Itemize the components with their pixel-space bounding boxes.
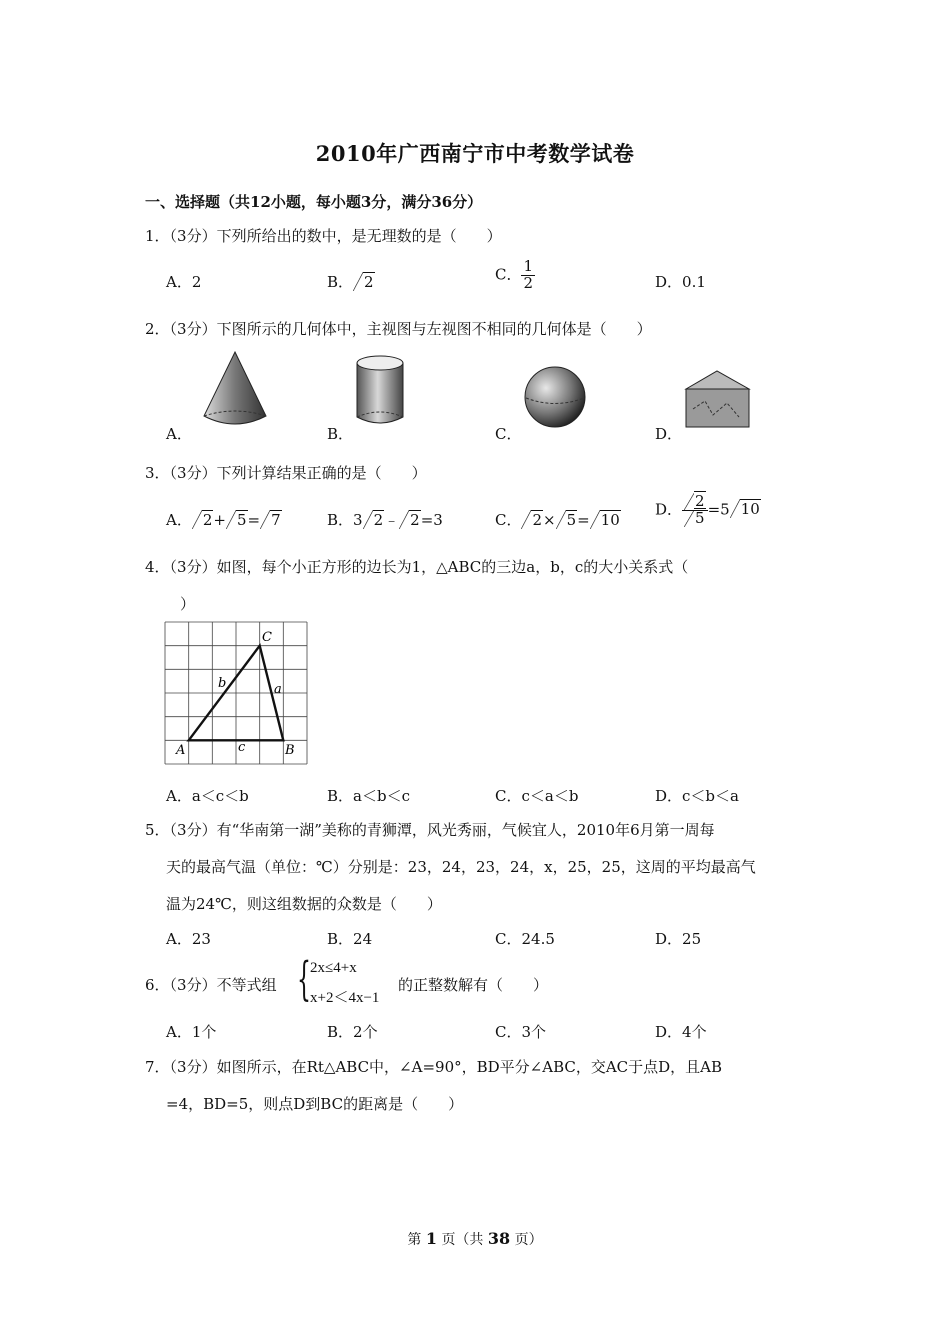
vertex-c-label: C [262,630,272,645]
question-1-text: 1．（3分）下列所给出的数中，是无理数的是（ ） [145,227,502,245]
q2-option-d: D． [655,425,683,443]
question-6-prefix: 6．（3分）不等式组 [145,976,277,994]
section-heading: 一、选择题（共12小题，每小题3分，满分36分） [145,193,483,211]
q3-option-a: A． 2+ 5= 7 [166,511,281,529]
q6-option-d: D．4个 [655,1023,707,1041]
question-3-text: 3．（3分）下列计算结果正确的是（ ） [145,464,427,482]
q2-option-a: A． [166,425,192,443]
question-4-text-cont: ） [180,595,196,613]
q2-option-c: C． [495,425,522,443]
q3-option-d: D． $\frac{2}{5}$ =5 10 [655,492,760,527]
question-6-suffix: 的正整数解有（ ） [398,976,549,994]
grid-triangle-figure [164,621,310,767]
triangular-prism-figure [683,365,753,431]
q1-option-a: A．2 [166,273,202,291]
cylinder-figure [354,353,406,429]
q6-option-b: B．2个 [327,1023,378,1041]
q5-option-b: B．24 [327,930,373,948]
vertex-a-label: A [176,743,186,758]
vertex-b-label: B [285,743,295,758]
q4-option-d: D．c＜b＜a [655,787,739,805]
side-b-label: b [218,676,227,691]
q3-option-b: B．3 2﹣ 2=3 [327,511,443,529]
inequality-2: x+2＜4x−1 [310,990,380,1006]
q3-option-c: C． 2× 5= 10 [495,511,620,529]
q4-option-b: B．a＜b＜c [327,787,410,805]
q1-option-b: B． 2 [327,273,374,291]
question-5-line-2: 天的最高气温（单位：℃）分别是：23，24，23，24，x，25，25，这周的平均最高气 [166,858,756,876]
question-4-text: 4．（3分）如图，每个小正方形的边长为1，△ABC的三边a，b，c的大小关系式（ [145,558,689,576]
q5-option-c: C．24.5 [495,930,555,948]
q1-option-d: D．0.1 [655,273,706,291]
page-title: 2010年广西南宁市中考数学试卷 [315,141,635,166]
q1-option-c: C． $\frac{1}{2}$ [495,257,534,292]
side-a-label: a [274,682,282,697]
question-5-line-1: 5．（3分）有“华南第一湖”美称的青狮潭，风光秀丽，气候宜人，2010年6月第一周每 [145,821,715,839]
q4-option-a: A．a＜c＜b [166,787,249,805]
side-c-label: c [238,740,246,755]
inequality-1: 2x≤4+x [310,960,357,976]
sphere-figure [522,365,588,429]
q5-option-d: D．25 [655,930,702,948]
question-2-text: 2．（3分）下图所示的几何体中，主视图与左视图不相同的几何体是（ ） [145,320,652,338]
q2-option-b: B． [327,425,354,443]
brace-icon: { [297,954,311,1008]
cone-figure [200,350,270,432]
q6-option-a: A．1个 [166,1023,217,1041]
q4-option-c: C．c＜a＜b [495,787,579,805]
question-7-line-2: =4，BD=5，则点D到BC的距离是（ ） [166,1095,464,1113]
q6-option-c: C．3个 [495,1023,547,1041]
page-footer: 第 1 页（共 38 页） [407,1229,543,1248]
q5-option-a: A．23 [166,930,211,948]
question-7-line-1: 7．（3分）如图所示，在Rt△ABC中，∠A=90°，BD平分∠ABC，交AC于点D，且AB [145,1058,723,1076]
question-5-line-3: 温为24℃，则这组数据的众数是（ ） [166,895,442,913]
